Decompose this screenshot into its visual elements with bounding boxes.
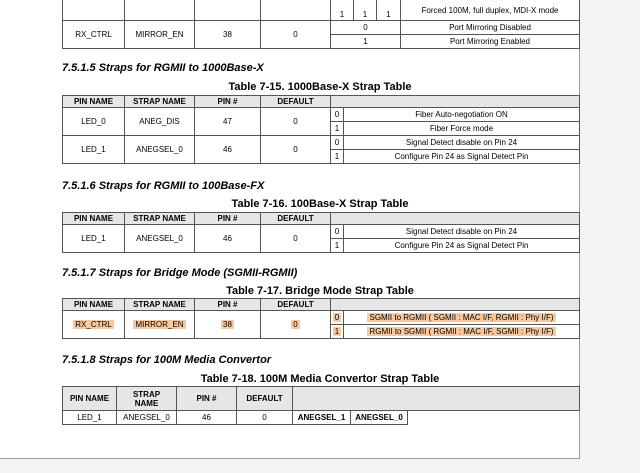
col-header: STRAP NAME — [125, 96, 195, 108]
top-val-2: 1 — [354, 0, 377, 21]
cell-pin: 38 — [223, 320, 232, 329]
cell-opt-desc: Configure Pin 24 as Signal Detect Pin — [344, 150, 580, 164]
cell-pin-name: LED_1 — [63, 225, 125, 253]
cell-opt-val: 0 — [331, 136, 344, 150]
section-heading: 7.5.1.5 Straps for RGMII to 1000Base-X — [62, 62, 264, 74]
cell-opt-val: 0 — [331, 21, 401, 35]
col-header: DEFAULT — [261, 299, 331, 311]
col-header: PIN NAME — [63, 213, 125, 225]
table-title: Table 7-17. Bridge Mode Strap Table — [226, 285, 414, 297]
table-title: Table 7-18. 100M Media Convertor Strap Table — [200, 373, 440, 385]
top-desc: Forced 100M, full duplex, MDI-X mode — [401, 0, 580, 21]
cell-opt-desc: SGMII to RGMII ( SGMII : MAC I/F, RGMII : Phy I/F) — [369, 313, 554, 322]
col-header: PIN # — [195, 299, 261, 311]
cell-opt-val: 0 — [334, 313, 340, 322]
strap-table-100base-x — [62, 212, 580, 253]
col-header: PIN NAME — [63, 299, 125, 311]
col-header: DEFAULT — [261, 213, 331, 225]
col-header: PIN # — [195, 213, 261, 225]
cell-pin: 46 — [177, 411, 237, 425]
col-header: PIN # — [195, 96, 261, 108]
cell-opt-desc: Port Mirroring Disabled — [401, 21, 580, 35]
cell-opt-desc: Fiber Auto-negotiation ON — [344, 108, 580, 122]
col-header: PIN # — [177, 387, 237, 411]
cell-pin: 38 — [195, 21, 261, 49]
cell-strap-name: ANEGSEL_0 — [117, 411, 177, 425]
cell-col5: ANEGSEL_1 — [293, 411, 351, 425]
cell-default: 0 — [261, 108, 331, 136]
cell-pin-name: LED_1 — [63, 411, 117, 425]
cell-pin-name: LED_0 — [63, 108, 125, 136]
table-title: Table 7-15. 1000Base-X Strap Table — [228, 81, 412, 93]
cell-pin: 46 — [195, 225, 261, 253]
cell-pin-name: LED_1 — [63, 136, 125, 164]
cell-pin: 47 — [195, 108, 261, 136]
col-header: PIN NAME — [63, 387, 117, 411]
cell-strap-name: ANEGSEL_0 — [125, 225, 195, 253]
top-partial-table — [62, 0, 580, 21]
cell-default: 0 — [237, 411, 293, 425]
cell-pin: 46 — [195, 136, 261, 164]
section-heading: 7.5.1.8 Straps for 100M Media Convertor — [62, 354, 272, 366]
viewer-margin-bottom — [0, 459, 640, 473]
viewer-margin-right — [580, 0, 640, 473]
cell-col6: ANEGSEL_0 — [351, 411, 408, 425]
col-header: DEFAULT — [261, 96, 331, 108]
strap-table-1000base-x — [62, 95, 580, 164]
cell-pin-name: RX_CTRL — [75, 320, 112, 329]
cell-strap-name: MIRROR_EN — [125, 21, 195, 49]
cell-opt-val: 1 — [331, 239, 344, 253]
cell-strap-name: ANEG_DIS — [125, 108, 195, 136]
col-header: PIN NAME — [63, 96, 125, 108]
section-heading: 7.5.1.7 Straps for Bridge Mode (SGMII-RGMII) — [62, 267, 298, 279]
cell-opt-val: 0 — [331, 225, 344, 239]
cell-pin-name: RX_CTRL — [63, 21, 125, 49]
cell-opt-desc: RGMII to SGMII ( RGMII : MAC I/F, SGMII : Phy I/F) — [369, 327, 554, 336]
cell-strap-name: MIRROR_EN — [135, 320, 184, 329]
col-header: STRAP NAME — [125, 213, 195, 225]
cell-default: 0 — [293, 320, 298, 329]
section-heading: 7.5.1.6 Straps for RGMII to 100Base-FX — [62, 180, 265, 192]
cell-opt-val: 1 — [331, 35, 401, 49]
top-val-1: 1 — [331, 0, 354, 21]
strap-table-media-convertor — [62, 386, 580, 425]
cell-default: 0 — [261, 225, 331, 253]
cell-opt-val: 1 — [334, 327, 340, 336]
cell-opt-desc: Signal Detect disable on Pin 24 — [344, 225, 580, 239]
cell-opt-desc: Port Mirroring Enabled — [401, 35, 580, 49]
cell-opt-desc: Fiber Force mode — [344, 122, 580, 136]
cell-default: 0 — [261, 136, 331, 164]
top-mirror-table — [62, 20, 580, 49]
col-header: STRAP NAME — [117, 387, 177, 411]
cell-opt-desc: Configure Pin 24 as Signal Detect Pin — [344, 239, 580, 253]
col-header: DEFAULT — [237, 387, 293, 411]
cell-opt-desc: Signal Detect disable on Pin 24 — [344, 136, 580, 150]
table-title: Table 7-16. 100Base-X Strap Table — [231, 198, 409, 210]
top-val-3: 1 — [377, 0, 401, 21]
strap-table-bridge-mode — [62, 298, 580, 339]
cell-strap-name: ANEGSEL_0 — [125, 136, 195, 164]
cell-default: 0 — [261, 21, 331, 49]
cell-opt-val: 1 — [331, 122, 344, 136]
cell-opt-val: 0 — [331, 108, 344, 122]
cell-opt-val: 1 — [331, 150, 344, 164]
col-header: STRAP NAME — [125, 299, 195, 311]
